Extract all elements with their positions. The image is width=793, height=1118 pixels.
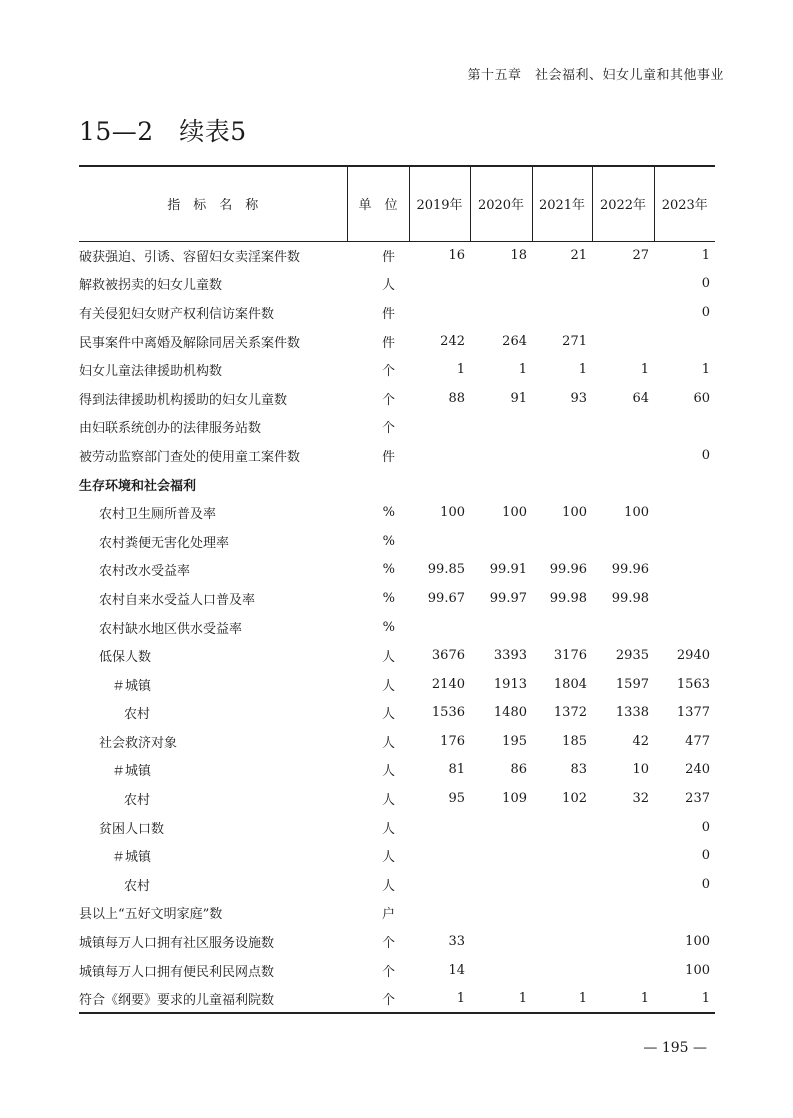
value-cell: 0 xyxy=(701,819,710,835)
indicator-name: 农村 xyxy=(124,793,151,809)
table-row xyxy=(79,927,715,956)
value-cell: 14 xyxy=(448,962,465,978)
unit-cell xyxy=(347,470,409,499)
indicator-name: ＃城镇 xyxy=(112,678,152,694)
indicator-name: 社会救济对象 xyxy=(99,735,178,751)
value-cell: 477 xyxy=(685,733,710,749)
unit-cell: 件 xyxy=(381,449,395,465)
value-cell xyxy=(470,841,532,870)
value-cell: 95 xyxy=(448,791,465,807)
value-cell xyxy=(409,899,470,928)
table-row xyxy=(79,899,715,928)
value-cell xyxy=(592,327,654,356)
unit-cell: 人 xyxy=(381,764,395,780)
value-cell xyxy=(654,556,715,585)
table-row xyxy=(79,784,715,813)
value-cell: 64 xyxy=(632,390,649,406)
value-cell: 1536 xyxy=(431,705,465,721)
value-cell: 264 xyxy=(502,333,527,349)
unit-cell: 人 xyxy=(381,878,395,894)
table-row xyxy=(79,327,715,356)
value-cell: 1913 xyxy=(493,676,527,692)
header-year-2020: 2020年 xyxy=(470,166,532,241)
value-cell: 81 xyxy=(448,762,465,778)
indicator-name: 有关侵犯妇女财产权利信访案件数 xyxy=(79,306,275,322)
value-cell: 176 xyxy=(440,733,465,749)
value-cell: 0 xyxy=(701,276,710,292)
value-cell xyxy=(470,441,532,470)
table-row xyxy=(79,355,715,384)
value-cell: 2140 xyxy=(431,676,465,692)
value-cell xyxy=(592,270,654,299)
unit-cell: 个 xyxy=(381,392,395,408)
table-row xyxy=(79,756,715,785)
value-cell: 1 xyxy=(518,362,527,378)
table-row xyxy=(79,384,715,413)
value-cell xyxy=(592,813,654,842)
value-cell xyxy=(470,870,532,899)
indicator-name: ＃城镇 xyxy=(112,764,152,780)
value-cell: 99.98 xyxy=(549,590,587,606)
indicator-name: 贫困人口数 xyxy=(99,821,165,837)
table-row xyxy=(79,270,715,299)
value-cell xyxy=(532,813,592,842)
indicator-name: 妇女儿童法律援助机构数 xyxy=(79,364,223,380)
table-row xyxy=(79,441,715,470)
value-cell: 0 xyxy=(701,848,710,864)
value-cell: 1338 xyxy=(615,705,649,721)
indicator-name: 农村改水受益率 xyxy=(99,564,191,580)
value-cell xyxy=(532,927,592,956)
header-year-2021: 2021年 xyxy=(532,166,592,241)
table-row xyxy=(79,556,715,585)
table-row xyxy=(79,699,715,728)
unit-cell: % xyxy=(382,590,395,606)
value-cell xyxy=(409,413,470,442)
unit-cell: 人 xyxy=(381,650,395,666)
indicator-name: 县以上“五好文明家庭”数 xyxy=(79,907,223,923)
value-cell: 1 xyxy=(701,362,710,378)
value-cell: 3676 xyxy=(431,648,465,664)
unit-cell: % xyxy=(382,505,395,521)
page-number: — 195 — xyxy=(643,1040,707,1056)
unit-cell: 个 xyxy=(381,421,395,437)
value-cell: 100 xyxy=(562,505,587,521)
value-cell: 99.96 xyxy=(549,562,587,578)
value-cell xyxy=(592,870,654,899)
table-row xyxy=(79,670,715,699)
table-row xyxy=(79,613,715,642)
value-cell xyxy=(532,956,592,985)
table-row xyxy=(79,498,715,527)
unit-cell: 件 xyxy=(381,250,395,266)
statistics-table xyxy=(79,165,715,1014)
indicator-name: ＃城镇 xyxy=(112,850,152,866)
value-cell: 100 xyxy=(685,934,710,950)
table-row xyxy=(79,870,715,899)
value-cell: 33 xyxy=(448,934,465,950)
value-cell: 1 xyxy=(578,990,587,1006)
value-cell: 99.97 xyxy=(489,590,527,606)
value-cell xyxy=(654,327,715,356)
value-cell xyxy=(654,527,715,556)
value-cell xyxy=(409,441,470,470)
value-cell xyxy=(470,927,532,956)
header-unit: 单 位 xyxy=(347,166,409,241)
table-row xyxy=(79,956,715,985)
value-cell xyxy=(654,498,715,527)
table-row xyxy=(79,584,715,613)
value-cell: 18 xyxy=(510,248,527,264)
value-cell xyxy=(409,841,470,870)
value-cell xyxy=(592,413,654,442)
value-cell xyxy=(470,613,532,642)
value-cell xyxy=(532,441,592,470)
value-cell: 1372 xyxy=(553,705,587,721)
value-cell xyxy=(409,613,470,642)
value-cell xyxy=(470,956,532,985)
value-cell: 60 xyxy=(693,390,710,406)
value-cell: 10 xyxy=(632,762,649,778)
value-cell: 195 xyxy=(502,733,527,749)
value-cell: 99.91 xyxy=(489,562,527,578)
unit-cell: 人 xyxy=(381,678,395,694)
value-cell xyxy=(470,270,532,299)
unit-cell: % xyxy=(382,533,395,549)
header-indicator-name: 指 标 名 称 xyxy=(79,166,347,241)
unit-cell: 个 xyxy=(381,992,395,1008)
value-cell: 16 xyxy=(448,248,465,264)
table-header-row xyxy=(79,166,715,241)
indicator-name: 得到法律援助机构援助的妇女儿童数 xyxy=(79,392,288,408)
unit-cell: 人 xyxy=(381,821,395,837)
table-row xyxy=(79,527,715,556)
value-cell xyxy=(654,584,715,613)
value-cell: 237 xyxy=(685,791,710,807)
unit-cell: 个 xyxy=(381,936,395,952)
indicator-name: 低保人数 xyxy=(99,650,152,666)
header-year-2023: 2023年 xyxy=(654,166,715,241)
value-cell: 1563 xyxy=(676,676,710,692)
indicator-name: 农村 xyxy=(124,878,151,894)
value-cell xyxy=(654,613,715,642)
value-cell: 3176 xyxy=(553,648,587,664)
table-row xyxy=(79,813,715,842)
value-cell: 99.96 xyxy=(611,562,649,578)
table-row xyxy=(79,470,715,499)
value-cell xyxy=(532,870,592,899)
value-cell xyxy=(532,899,592,928)
indicator-name: 城镇每万人口拥有社区服务设施数 xyxy=(79,936,275,952)
indicator-name: 破获强迫、引诱、容留妇女卖淫案件数 xyxy=(79,250,301,266)
value-cell xyxy=(470,298,532,327)
value-cell: 86 xyxy=(510,762,527,778)
value-cell: 3393 xyxy=(493,648,527,664)
value-cell: 1 xyxy=(701,990,710,1006)
value-cell xyxy=(654,899,715,928)
value-cell: 1 xyxy=(578,362,587,378)
indicator-name: 生存环境和社会福利 xyxy=(79,478,197,494)
table-row xyxy=(79,841,715,870)
indicator-name: 农村 xyxy=(124,707,151,723)
indicator-name: 农村卫生厕所普及率 xyxy=(99,507,217,523)
value-cell xyxy=(470,899,532,928)
value-cell: 100 xyxy=(685,962,710,978)
running-head: 第十五章 社会福利、妇女儿童和其他事业 xyxy=(467,68,724,83)
value-cell: 93 xyxy=(570,390,587,406)
value-cell xyxy=(532,413,592,442)
value-cell xyxy=(532,613,592,642)
value-cell xyxy=(592,899,654,928)
indicator-name: 由妇联系统创办的法律服务站数 xyxy=(79,421,262,437)
unit-cell: 人 xyxy=(381,793,395,809)
value-cell xyxy=(532,298,592,327)
unit-cell: 人 xyxy=(381,850,395,866)
unit-cell: 件 xyxy=(381,306,395,322)
value-cell xyxy=(532,270,592,299)
value-cell: 100 xyxy=(624,505,649,521)
indicator-name: 被劳动监察部门查处的使用童工案件数 xyxy=(79,449,301,465)
value-cell xyxy=(470,813,532,842)
value-cell: 0 xyxy=(701,447,710,463)
value-cell xyxy=(409,813,470,842)
indicator-name: 农村粪便无害化处理率 xyxy=(99,535,230,551)
value-cell: 99.85 xyxy=(427,562,465,578)
value-cell: 1 xyxy=(701,248,710,264)
value-cell: 185 xyxy=(562,733,587,749)
indicator-name: 农村自来水受益人口普及率 xyxy=(99,592,256,608)
value-cell: 2935 xyxy=(615,648,649,664)
value-cell xyxy=(409,870,470,899)
value-cell: 42 xyxy=(632,733,649,749)
value-cell xyxy=(592,956,654,985)
value-cell: 240 xyxy=(685,762,710,778)
value-cell: 27 xyxy=(632,248,649,264)
indicator-name: 民事案件中离婚及解除同居关系案件数 xyxy=(79,335,301,351)
value-cell: 1480 xyxy=(493,705,527,721)
unit-cell: 个 xyxy=(381,364,395,380)
value-cell xyxy=(654,470,715,499)
value-cell xyxy=(409,527,470,556)
value-cell xyxy=(532,841,592,870)
unit-cell: 件 xyxy=(381,335,395,351)
value-cell: 1597 xyxy=(615,676,649,692)
value-cell xyxy=(654,413,715,442)
table-row xyxy=(79,984,715,1013)
value-cell xyxy=(592,841,654,870)
value-cell: 32 xyxy=(632,791,649,807)
value-cell xyxy=(592,927,654,956)
value-cell: 1 xyxy=(456,362,465,378)
unit-cell: % xyxy=(382,562,395,578)
value-cell: 1 xyxy=(640,362,649,378)
value-cell: 88 xyxy=(448,390,465,406)
indicator-name: 解救被拐卖的妇女儿童数 xyxy=(79,278,223,294)
table-body xyxy=(79,241,715,1013)
value-cell: 1804 xyxy=(553,676,587,692)
table-row xyxy=(79,298,715,327)
value-cell: 91 xyxy=(510,390,527,406)
value-cell: 1 xyxy=(640,990,649,1006)
table-row xyxy=(79,413,715,442)
value-cell: 99.98 xyxy=(611,590,649,606)
value-cell xyxy=(532,470,592,499)
indicator-name: 符合《纲要》要求的儿童福利院数 xyxy=(79,992,275,1008)
value-cell: 21 xyxy=(570,248,587,264)
value-cell xyxy=(592,613,654,642)
value-cell: 0 xyxy=(701,876,710,892)
unit-cell: 户 xyxy=(381,907,395,923)
table-row xyxy=(79,241,715,270)
value-cell: 100 xyxy=(440,505,465,521)
unit-cell: 人 xyxy=(381,735,395,751)
value-cell xyxy=(592,527,654,556)
value-cell: 1377 xyxy=(676,705,710,721)
value-cell: 109 xyxy=(502,791,527,807)
value-cell: 99.67 xyxy=(427,590,465,606)
value-cell: 2940 xyxy=(676,648,710,664)
table-row xyxy=(79,727,715,756)
value-cell xyxy=(470,470,532,499)
value-cell xyxy=(409,470,470,499)
value-cell xyxy=(592,441,654,470)
value-cell xyxy=(470,413,532,442)
unit-cell: 个 xyxy=(381,964,395,980)
value-cell xyxy=(470,527,532,556)
table-row xyxy=(79,641,715,670)
value-cell xyxy=(532,527,592,556)
indicator-name: 农村缺水地区供水受益率 xyxy=(99,621,243,637)
value-cell: 242 xyxy=(440,333,465,349)
value-cell: 102 xyxy=(562,791,587,807)
value-cell: 271 xyxy=(562,333,587,349)
value-cell: 83 xyxy=(570,762,587,778)
indicator-name: 城镇每万人口拥有便民利民网点数 xyxy=(79,964,275,980)
value-cell xyxy=(592,470,654,499)
unit-cell: 人 xyxy=(381,278,395,294)
header-year-2019: 2019年 xyxy=(409,166,470,241)
unit-cell: % xyxy=(382,619,395,635)
value-cell: 1 xyxy=(518,990,527,1006)
unit-cell: 人 xyxy=(381,707,395,723)
value-cell: 100 xyxy=(502,505,527,521)
value-cell xyxy=(409,270,470,299)
value-cell: 0 xyxy=(701,304,710,320)
header-year-2022: 2022年 xyxy=(592,166,654,241)
table-title: 15—2 续表5 xyxy=(79,117,247,146)
value-cell: 1 xyxy=(456,990,465,1006)
value-cell xyxy=(409,298,470,327)
value-cell xyxy=(592,298,654,327)
